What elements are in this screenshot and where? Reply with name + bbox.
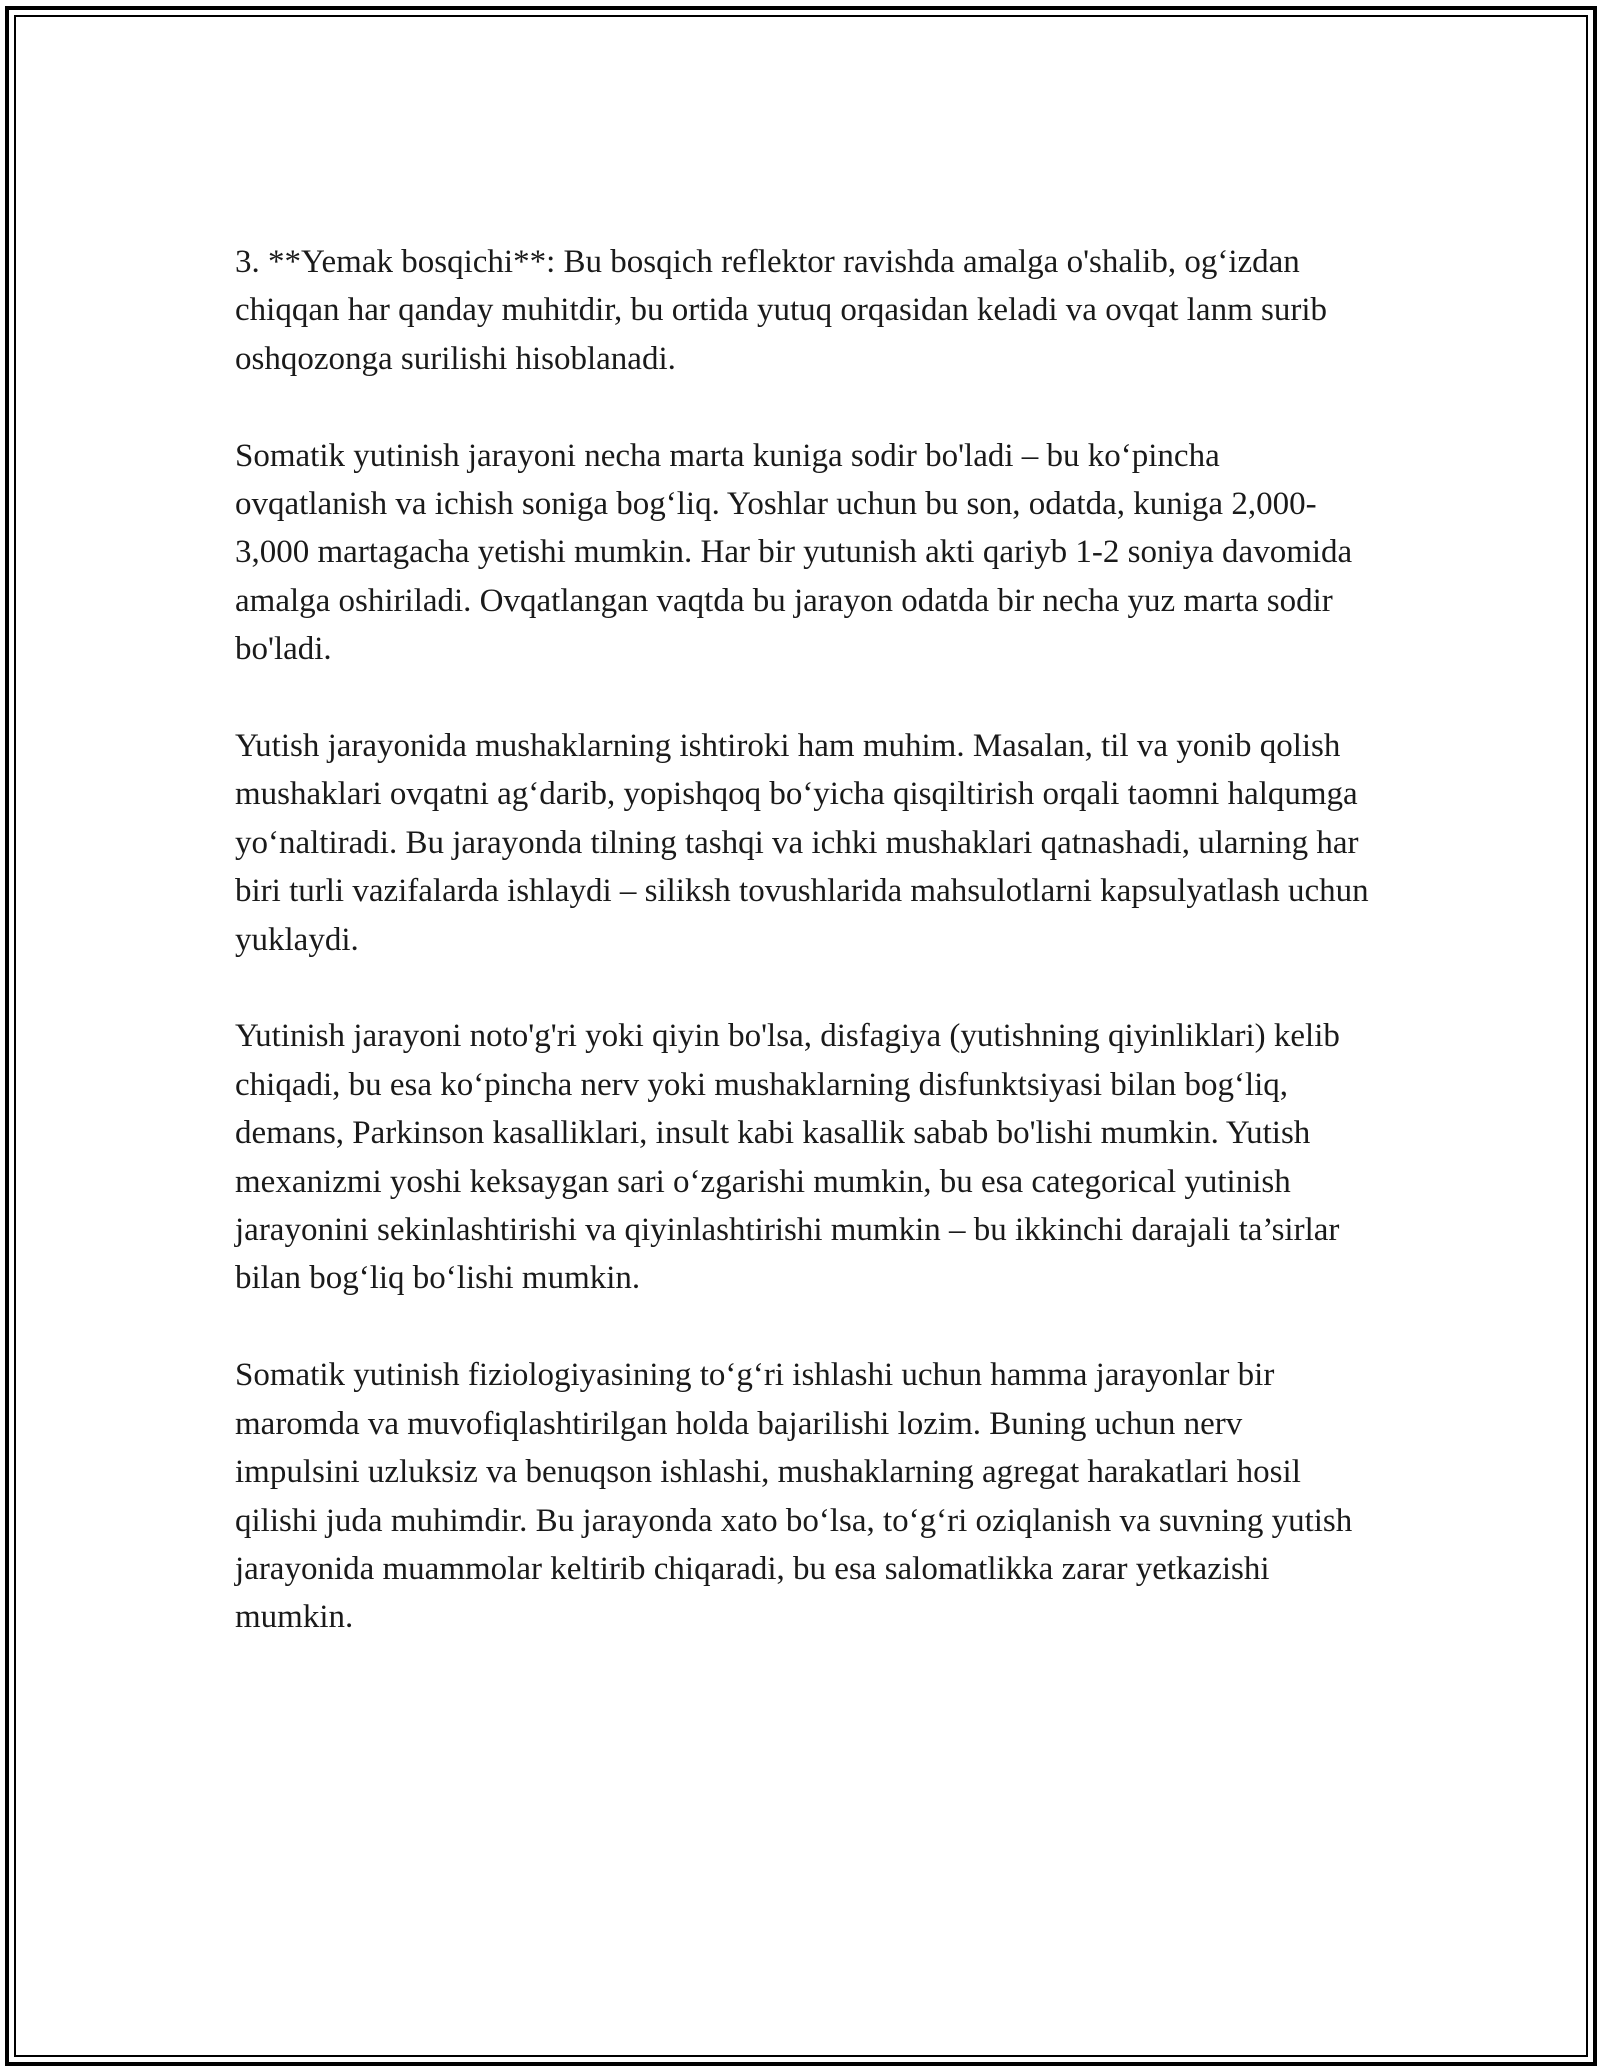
document-body: [235, 238, 1370, 1690]
paragraph-disfagiya: Yutinish jarayoni noto'g'ri yoki qiyin bo'lsa, disfagiya (yutishning qiyinliklari) kelib chiqadi, bu esa ko‘pincha nerv yoki mushaklarning disfunktsiyasi bilan bog‘liq, demans, Parkinson kasalliklari, insult kabi kasallik sabab bo'lishi mumkin. Yutish mexanizmi yoshi keksaygan sari o‘zgarishi mumkin, bu esa categorical yutinish jarayonini sekinlashtirishi va qiyinlashtirishi mumkin – bu ikkinchi darajali ta’sirlar bilan bog‘liq bo‘lishi mumkin.: [235, 1018, 1340, 1297]
paragraph-yutinish-soni: Somatik yutinish jarayoni necha marta kuniga sodir bo'ladi – bu ko‘pincha ovqatlanish va ichish soniga bog‘liq. Yoshlar uchun bu son, odatda, kuniga 2,000-3,000 martagacha yetishi mumkin. Har bir yutunish akti qariyb 1-2 soniya davomida amalga oshiriladi. Ovqatlangan vaqtda bu jarayon odatda bir necha yuz marta sodir bo'ladi.: [235, 437, 1353, 668]
paragraph-yemak-bosqichi: 3. **Yemak bosqichi**: Bu bosqich reflektor ravishda amalga o'shalib, og‘izdan chiqqan har qanday muhitdir, bu ortida yutuq orqasidan keladi va ovqat lanm surib oshqozonga surilishi hisoblanadi.: [235, 244, 1327, 377]
paragraph-mushaklar-ishtiroki: Yutish jarayonida mushaklarning ishtiroki ham muhim. Masalan, til va yonib qolish mushaklari ovqatni ag‘darib, yopishqoq bo‘yicha qisqiltirish orqali taomni halqumga yo‘naltiradi. Bu jarayonda tilning tashqi va ichki mushaklari qatnashadi, ularning har biri turli vazifalarda ishlaydi – siliksh tovushlarida mahsulotlarni kapsulyatlash uchun yuklaydi.: [235, 728, 1369, 958]
paragraph-fiziologiya: Somatik yutinish fiziologiyasining to‘g‘ri ishlashi uchun hamma jarayonlar bir maromda va muvofiqlashtirilgan holda bajarilishi lozim. Buning uchun nerv impulsini uzluksiz va benuqson ishlashi, mushaklarning agregat harakatlari hosil qilishi juda muhimdir. Bu jarayonda xato bo‘lsa, to‘g‘ri oziqlanish va suvning yutish jarayonida muammolar keltirib chiqaradi, bu esa salomatlikka zarar yetkazishi mumkin.: [235, 1357, 1353, 1636]
